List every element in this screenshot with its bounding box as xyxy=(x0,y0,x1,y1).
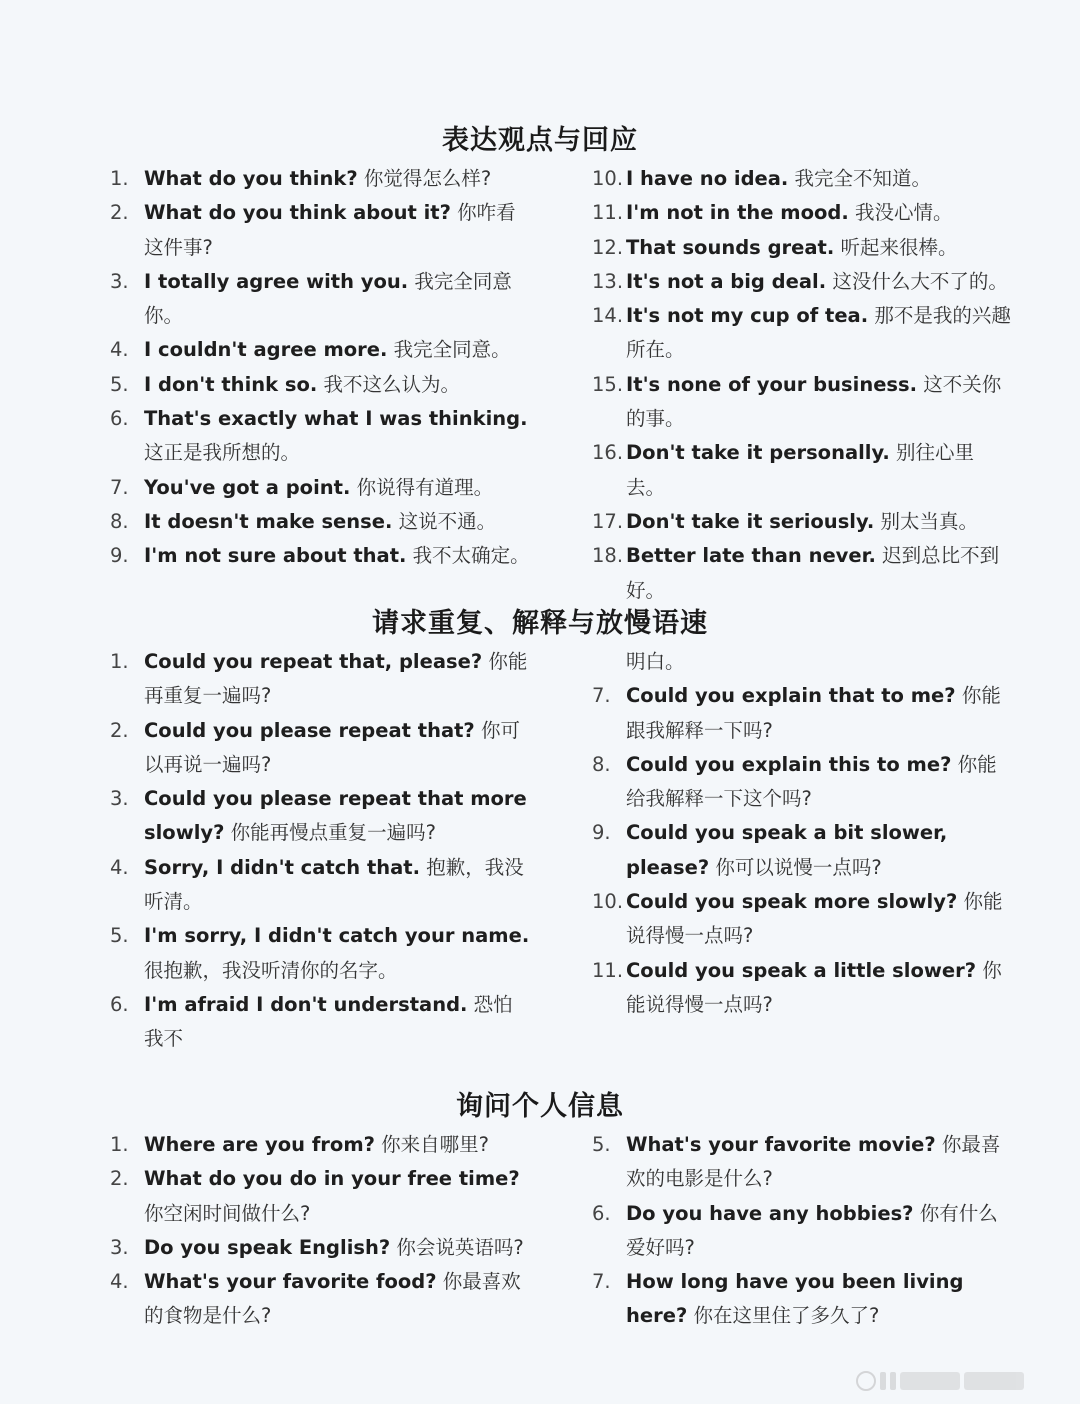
list-item: 5. What's your favorite movie? 你最喜欢的电影是什么? xyxy=(592,1133,1001,1191)
list-item: 7. Could you explain that to me? 你能跟我解释一下吗? xyxy=(592,684,1001,742)
section-title: 表达观点与回应 xyxy=(442,125,638,156)
chinese-translation: 我完全同意。 xyxy=(393,338,511,362)
english-phrase: Could you speak a little slower? xyxy=(626,958,977,982)
list-item: 8. It doesn't make sense. 这说不通。 xyxy=(110,509,497,533)
list-item: 10. I have no idea. 我完全不知道。 xyxy=(592,167,932,190)
english-phrase: It's not my cup of tea. xyxy=(626,304,869,328)
chinese-translation: 这正是我所想的。 xyxy=(144,441,301,465)
english-phrase: That sounds great. xyxy=(626,235,835,259)
english-phrase: How long have you been living here? xyxy=(626,1270,964,1328)
chinese-translation: 你能给我解释一下这个吗? xyxy=(626,752,997,811)
chinese-translation: 你最喜欢的电影是什么? xyxy=(626,1133,1001,1191)
list-item: 9. I'm not sure about that. 我不太确定。 xyxy=(110,544,530,568)
list-item: 2. What do you think about it? 你咋看这件事? xyxy=(110,201,516,259)
english-phrase: Could you please repeat that? xyxy=(144,718,475,742)
section-title: 请求重复、解释与放慢语速 xyxy=(372,608,708,639)
list-item: 7. You've got a point. 你说得有道理。 xyxy=(110,475,494,499)
right-column xyxy=(592,645,1012,1022)
left-column xyxy=(110,1128,530,1334)
chinese-translation: 你最喜欢的食物是什么? xyxy=(144,1270,521,1328)
english-phrase: Could you speak a bit slower, please? xyxy=(626,821,948,879)
list-item: 1. Where are you from? 你来自哪里? xyxy=(110,1133,490,1156)
watermark-logo-icon xyxy=(856,1371,876,1391)
english-phrase: Where are you from? xyxy=(144,1133,375,1156)
watermark-mark-icon xyxy=(890,1372,896,1390)
english-phrase: What do you think about it? xyxy=(144,201,451,225)
chinese-translation: 我不太确定。 xyxy=(412,544,530,568)
list-item: 3. I totally agree with you. 我完全同意你。 xyxy=(110,269,512,328)
list-item: 17. Don't take it seriously. 别太当真。 xyxy=(592,509,979,533)
chinese-translation: 你能再慢点重复一遍吗? xyxy=(230,821,436,845)
list-item: 6. That's exactly what I was thinking. 这正是我所想的。 xyxy=(110,407,528,465)
english-phrase: It's not a big deal. xyxy=(626,269,827,293)
chinese-translation: 这说不通。 xyxy=(398,509,497,533)
watermark xyxy=(856,1370,1066,1392)
chinese-translation: 你有什么爱好吗? xyxy=(626,1201,998,1259)
english-phrase: Could you please repeat that more slowly? xyxy=(144,787,527,845)
chinese-translation: 抱歉，我没听清。 xyxy=(144,855,524,914)
chinese-translation: 你能说得慢一点吗? xyxy=(626,958,1002,1016)
chinese-translation: 你说得有道理。 xyxy=(356,475,494,499)
right-column xyxy=(592,1128,1012,1334)
english-phrase: Sorry, I didn't catch that. xyxy=(144,855,421,879)
chinese-translation: 别太当真。 xyxy=(880,509,979,533)
english-phrase: It doesn't make sense. xyxy=(144,509,393,533)
list-item: 5. I don't think so. 我不这么认为。 xyxy=(110,372,461,396)
english-phrase: I'm sorry, I didn't catch your name. xyxy=(144,924,530,948)
chinese-translation: 听起来很棒。 xyxy=(840,235,958,259)
list-item: 11. I'm not in the mood. 我没心情。 xyxy=(592,201,953,225)
list-item: 9. Could you speak a bit slower, please? 你可以说慢一点吗? xyxy=(592,821,948,879)
chinese-translation: 你可以再说一遍吗? xyxy=(144,718,520,776)
list-item: 1. What do you think? 你觉得怎么样? xyxy=(110,167,492,190)
english-phrase: Could you explain that to me? xyxy=(626,684,956,708)
chinese-translation: 你能说得慢一点吗? xyxy=(626,890,1003,948)
chinese-translation: 你会说英语吗? xyxy=(396,1235,524,1259)
chinese-translation: 很抱歉，我没听清你的名字。 xyxy=(144,958,398,982)
english-phrase: You've got a point. xyxy=(144,475,351,499)
english-phrase: Do you speak English? xyxy=(144,1235,391,1259)
english-phrase: Don't take it seriously. xyxy=(626,509,875,533)
list-item: 4. What's your favorite food? 你最喜欢的食物是什么? xyxy=(110,1270,521,1328)
english-phrase: I totally agree with you. xyxy=(144,269,409,293)
chinese-translation: 你可以说慢一点吗? xyxy=(715,855,882,879)
chinese-translation: 这没什么大不了的。 xyxy=(832,269,1008,293)
english-phrase: I'm not in the mood. xyxy=(626,201,849,225)
english-phrase: Could you explain this to me? xyxy=(626,752,952,776)
list-item: 4. I couldn't agree more. 我完全同意。 xyxy=(110,338,511,362)
list-item: 14. It's not my cup of tea. 那不是我的兴趣所在。 xyxy=(592,304,1011,362)
chinese-translation: 你在这里住了多久了? xyxy=(693,1304,880,1328)
watermark-text-block-icon xyxy=(964,1372,1024,1390)
list-item: 6. Do you have any hobbies? 你有什么爱好吗? xyxy=(592,1201,998,1259)
chinese-translation: 我完全同意你。 xyxy=(144,269,512,328)
chinese-translation: 我没心情。 xyxy=(854,201,953,225)
english-phrase: That's exactly what I was thinking. xyxy=(144,407,528,431)
list-item: 2. Could you please repeat that? 你可以再说一遍吗? xyxy=(110,718,520,776)
chinese-translation: 你咋看这件事? xyxy=(144,201,516,259)
list-item: 18. Better late than never. 迟到总比不到好。 xyxy=(592,544,1000,602)
list-item: 10. Could you speak more slowly? 你能说得慢一点吗? xyxy=(592,890,1003,948)
chinese-translation: 你能再重复一遍吗? xyxy=(144,650,528,708)
english-phrase: What's your favorite food? xyxy=(144,1270,437,1294)
chinese-translation: 你能跟我解释一下吗? xyxy=(626,684,1001,742)
list-item: 2. What do you do in your free time? 你空闲时间做什么? xyxy=(110,1167,520,1225)
english-phrase: I have no idea. xyxy=(626,167,789,190)
list-item: 1. Could you repeat that, please? 你能再重复一遍吗? xyxy=(110,650,528,708)
english-phrase: I don't think so. xyxy=(144,372,318,396)
list-item: 12. That sounds great. 听起来很棒。 xyxy=(592,235,958,259)
english-phrase: Could you speak more slowly? xyxy=(626,890,958,914)
english-phrase: What's your favorite movie? xyxy=(626,1133,936,1156)
left-column xyxy=(110,162,530,574)
english-phrase: I couldn't agree more. xyxy=(144,338,388,362)
list-item: 5. I'm sorry, I didn't catch your name. 很抱歉，我没听清你的名字。 xyxy=(110,924,530,982)
list-item: 15. It's none of your business. 这不关你的事。 xyxy=(592,372,1002,431)
english-phrase: Better late than never. xyxy=(626,544,876,568)
english-phrase: It's none of your business. xyxy=(626,372,918,396)
english-phrase: Could you repeat that, please? xyxy=(144,650,483,673)
chinese-translation: 你觉得怎么样? xyxy=(363,167,492,190)
list-item: 6. I'm afraid I don't understand. 恐怕我不 xyxy=(110,992,513,1051)
chinese-translation: 你空闲时间做什么? xyxy=(144,1201,311,1225)
english-phrase: Do you have any hobbies? xyxy=(626,1201,914,1225)
english-phrase: Don't take it personally. xyxy=(626,441,890,465)
english-phrase: I'm not sure about that. xyxy=(144,544,407,568)
chinese-translation: 这不关你的事。 xyxy=(626,372,1002,431)
english-phrase: What do you do in your free time? xyxy=(144,1167,520,1191)
list-item: 16. Don't take it personally. 别往心里去。 xyxy=(592,441,975,499)
chinese-translation: 恐怕我不 xyxy=(144,992,513,1051)
watermark-text-block-icon xyxy=(900,1372,960,1390)
chinese-translation: 你来自哪里? xyxy=(381,1133,490,1156)
english-phrase: I'm afraid I don't understand. xyxy=(144,992,468,1016)
list-item: 3. Do you speak English? 你会说英语吗? xyxy=(110,1235,524,1259)
list-item: 4. Sorry, I didn't catch that. 抱歉，我没听清。 xyxy=(110,855,524,914)
list-item: 8. Could you explain this to me? 你能给我解释一下这个吗? xyxy=(592,752,997,811)
section-title: 询问个人信息 xyxy=(456,1091,624,1122)
list-item: 13. It's not a big deal. 这没什么大不了的。 xyxy=(592,269,1008,293)
list-item: 3. Could you please repeat that more slowly? 你能再慢点重复一遍吗? xyxy=(110,787,527,845)
chinese-translation: 我不这么认为。 xyxy=(323,372,461,396)
english-phrase: What do you think? xyxy=(144,167,358,190)
list-item: 11. Could you speak a little slower? 你能说得慢一点吗? xyxy=(592,958,1002,1016)
chinese-translation: 别往心里去。 xyxy=(626,441,975,499)
chinese-translation: 我完全不知道。 xyxy=(794,167,932,190)
list-item: 7. How long have you been living here? 你在这里住了多久了? xyxy=(592,1270,964,1328)
chinese-translation: 迟到总比不到好。 xyxy=(626,544,1000,602)
chinese-translation: 那不是我的兴趣所在。 xyxy=(626,304,1011,362)
right-column xyxy=(592,162,1012,608)
watermark-mark-icon xyxy=(880,1372,886,1390)
left-column xyxy=(110,645,530,1057)
continued-text: 明白。 xyxy=(626,650,685,673)
